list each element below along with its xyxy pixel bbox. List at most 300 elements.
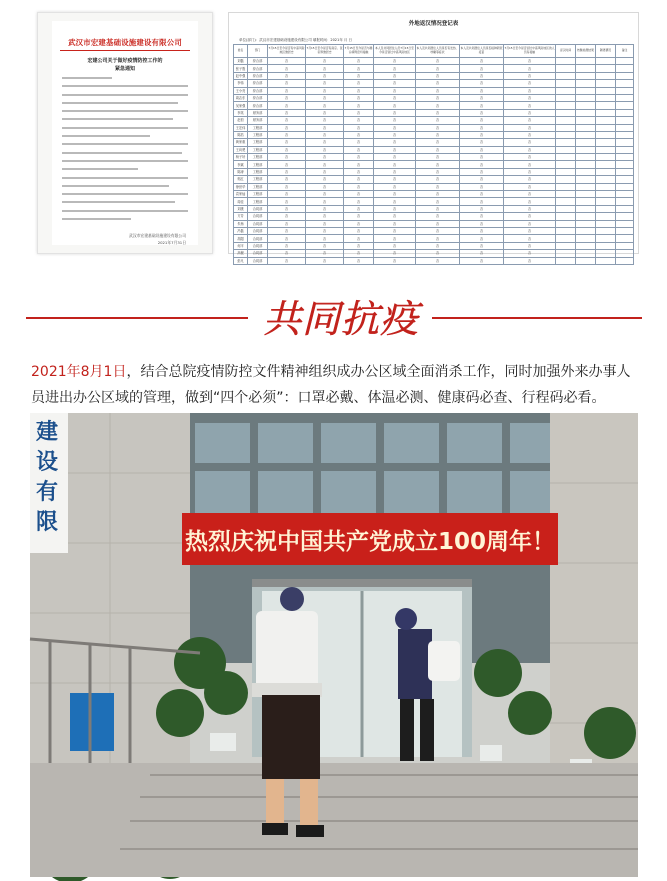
register-cell: 否 — [268, 94, 306, 101]
table-row — [234, 154, 634, 161]
table-row — [234, 117, 634, 124]
register-name-cell: 李伟 — [234, 80, 248, 87]
register-dept-cell: 综合部 — [248, 80, 268, 87]
register-cell: 否 — [504, 250, 556, 257]
register-cell — [616, 94, 634, 101]
register-cell: 否 — [306, 131, 344, 138]
table-row — [234, 146, 634, 153]
register-cell — [556, 146, 576, 153]
register-name-cell: 袁家灿 — [234, 191, 248, 198]
register-cell — [556, 117, 576, 124]
register-cell: 否 — [268, 183, 306, 190]
register-cell — [576, 87, 596, 94]
register-name-cell: 杨子轩 — [234, 154, 248, 161]
register-cell: 否 — [460, 168, 504, 175]
register-dept-cell: 工程部 — [248, 139, 268, 146]
register-name-cell: 周志东 — [234, 94, 248, 101]
register-cell: 否 — [504, 117, 556, 124]
register-cell — [616, 146, 634, 153]
notice-signature-org: 武汉市宏建基础设施建设有限公司 — [129, 233, 186, 238]
register-cell — [616, 124, 634, 131]
register-cell: 否 — [416, 183, 460, 190]
register-cell: 否 — [374, 205, 416, 212]
register-cell: 否 — [374, 213, 416, 220]
register-name-cell: 赵中强 — [234, 72, 248, 79]
table-row — [234, 220, 634, 227]
register-cell: 否 — [306, 198, 344, 205]
register-cell: 否 — [416, 94, 460, 101]
register-cell: 否 — [374, 109, 416, 116]
register-header-cell: 7月15日至今是否有中高风险地区旅居史 — [268, 45, 306, 58]
register-cell — [596, 139, 616, 146]
register-cell: 否 — [416, 235, 460, 242]
register-cell: 否 — [504, 102, 556, 109]
register-cell: 否 — [268, 235, 306, 242]
register-cell — [576, 176, 596, 183]
register-cell: 否 — [504, 65, 556, 72]
register-name-cell: 王小亮 — [234, 87, 248, 94]
register-cell: 否 — [268, 257, 306, 264]
register-cell: 否 — [460, 257, 504, 264]
register-dept-cell: 综合部 — [248, 58, 268, 65]
register-dept-cell: 合同部 — [248, 242, 268, 249]
register-cell: 否 — [306, 235, 344, 242]
register-dept-cell: 综合部 — [248, 102, 268, 109]
register-cell — [616, 102, 634, 109]
register-cell: 否 — [416, 227, 460, 234]
register-cell — [556, 109, 576, 116]
register-cell — [556, 65, 576, 72]
register-cell: 否 — [374, 191, 416, 198]
register-cell: 否 — [306, 102, 344, 109]
register-cell: 否 — [268, 242, 306, 249]
register-cell: 否 — [504, 227, 556, 234]
register-cell: 否 — [306, 220, 344, 227]
register-cell: 否 — [268, 220, 306, 227]
register-name-cell: 徐世华 — [234, 183, 248, 190]
photo-illustration — [30, 413, 638, 877]
register-cell — [576, 198, 596, 205]
register-cell: 否 — [504, 124, 556, 131]
register-cell: 否 — [504, 191, 556, 198]
register-cell — [616, 191, 634, 198]
register-cell: 否 — [460, 213, 504, 220]
register-cell: 否 — [504, 87, 556, 94]
register-cell — [556, 183, 576, 190]
register-header-row — [234, 45, 634, 58]
register-cell — [616, 65, 634, 72]
register-cell: 否 — [344, 109, 374, 116]
register-cell — [616, 198, 634, 205]
register-cell — [616, 168, 634, 175]
register-cell — [596, 250, 616, 257]
register-cell: 否 — [268, 213, 306, 220]
register-cell: 否 — [344, 102, 374, 109]
register-cell: 否 — [460, 183, 504, 190]
register-cell: 否 — [416, 131, 460, 138]
register-cell: 否 — [344, 220, 374, 227]
register-cell — [596, 168, 616, 175]
register-cell — [576, 161, 596, 168]
register-cell: 否 — [460, 117, 504, 124]
register-cell — [596, 213, 616, 220]
register-cell — [616, 87, 634, 94]
register-cell: 否 — [268, 109, 306, 116]
register-cell: 否 — [344, 235, 374, 242]
register-name-cell: 何平 — [234, 242, 248, 249]
register-cell: 否 — [306, 146, 344, 153]
register-name-cell: 陈涛 — [234, 168, 248, 175]
register-header-cell: 本人及共同居住人员是否有发热、咳嗽等症状 — [416, 45, 460, 58]
register-cell: 否 — [306, 191, 344, 198]
register-cell: 否 — [344, 213, 374, 220]
register-cell — [576, 183, 596, 190]
register-cell — [616, 154, 634, 161]
register-cell — [556, 250, 576, 257]
register-cell: 否 — [374, 146, 416, 153]
register-cell: 否 — [344, 257, 374, 264]
register-cell — [596, 117, 616, 124]
table-row — [234, 213, 634, 220]
register-cell — [596, 94, 616, 101]
register-cell: 否 — [374, 117, 416, 124]
register-cell: 否 — [504, 80, 556, 87]
register-cell — [616, 250, 634, 257]
register-name-cell: 高俊 — [234, 250, 248, 257]
register-header-cell: 核酸检测结果 — [576, 45, 596, 58]
register-cell: 否 — [268, 102, 306, 109]
register-header-cell: 备注 — [616, 45, 634, 58]
register-dept-cell: 财务部 — [248, 117, 268, 124]
register-name-cell: 朱杨 — [234, 220, 248, 227]
register-cell — [596, 191, 616, 198]
register-cell: 否 — [460, 131, 504, 138]
register-header-cell: 隔离情况 — [596, 45, 616, 58]
register-cell — [576, 109, 596, 116]
register-cell: 否 — [460, 72, 504, 79]
register-cell: 否 — [460, 154, 504, 161]
register-cell: 否 — [374, 183, 416, 190]
register-cell: 否 — [268, 146, 306, 153]
register-cell — [596, 131, 616, 138]
register-cell: 否 — [416, 58, 460, 65]
register-cell — [616, 183, 634, 190]
register-cell: 否 — [416, 220, 460, 227]
register-name-cell: 王宏伟 — [234, 124, 248, 131]
register-cell: 否 — [416, 109, 460, 116]
register-cell — [616, 139, 634, 146]
register-cell: 否 — [344, 161, 374, 168]
register-cell: 否 — [504, 242, 556, 249]
register-cell — [576, 154, 596, 161]
heading-right-rule — [432, 317, 642, 319]
register-dept-cell: 工程部 — [248, 146, 268, 153]
register-cell: 否 — [460, 102, 504, 109]
register-cell: 否 — [344, 65, 374, 72]
register-cell: 否 — [344, 146, 374, 153]
register-cell — [596, 72, 616, 79]
register-name-cell: 胡超 — [234, 235, 248, 242]
register-cell: 否 — [374, 250, 416, 257]
register-cell: 否 — [460, 227, 504, 234]
register-cell — [616, 176, 634, 183]
notice-organization: 武汉市宏建基础设施建设有限公司 — [68, 38, 182, 47]
register-cell — [556, 72, 576, 79]
register-cell: 否 — [460, 205, 504, 212]
register-cell: 否 — [374, 58, 416, 65]
register-cell: 否 — [374, 80, 416, 87]
register-name-cell: 王向楚 — [234, 146, 248, 153]
register-cell: 否 — [344, 250, 374, 257]
register-name-cell: 吴家强 — [234, 102, 248, 109]
table-row — [234, 80, 634, 87]
table-row — [234, 87, 634, 94]
register-cell: 否 — [268, 205, 306, 212]
register-cell — [616, 117, 634, 124]
register-cell: 否 — [504, 109, 556, 116]
register-cell — [556, 58, 576, 65]
register-name-cell: 陈浩 — [234, 131, 248, 138]
register-document — [228, 12, 639, 263]
register-cell: 否 — [306, 109, 344, 116]
table-row — [234, 124, 634, 131]
register-cell: 否 — [374, 154, 416, 161]
table-row — [234, 161, 634, 168]
calligraphy-heading — [262, 288, 420, 346]
table-row — [234, 94, 634, 101]
register-cell: 否 — [416, 117, 460, 124]
register-name-cell: 刘康 — [234, 205, 248, 212]
register-cell: 否 — [268, 227, 306, 234]
table-row — [234, 139, 634, 146]
register-cell — [556, 191, 576, 198]
register-dept-cell: 工程部 — [248, 191, 268, 198]
register-dept-cell: 综合部 — [248, 72, 268, 79]
register-cell: 否 — [416, 191, 460, 198]
register-cell: 否 — [344, 131, 374, 138]
register-cell: 否 — [344, 183, 374, 190]
register-cell — [596, 146, 616, 153]
table-row — [234, 176, 634, 183]
register-cell: 否 — [306, 168, 344, 175]
banner-text: 热烈庆祝中国共产党成立100周年！ — [184, 529, 556, 555]
table-row — [234, 131, 634, 138]
register-cell: 否 — [306, 213, 344, 220]
register-cell: 否 — [268, 87, 306, 94]
register-title: 外地返汉情况登记表 — [408, 21, 459, 27]
table-row — [234, 242, 634, 249]
register-cell — [576, 102, 596, 109]
register-cell — [616, 205, 634, 212]
register-cell: 否 — [268, 191, 306, 198]
register-cell — [596, 58, 616, 65]
register-cell: 否 — [374, 139, 416, 146]
register-cell — [576, 117, 596, 124]
register-cell — [556, 220, 576, 227]
register-cell: 否 — [344, 72, 374, 79]
register-cell: 否 — [306, 205, 344, 212]
register-cell: 否 — [460, 80, 504, 87]
paragraph-date: 2021年8月1日 — [31, 364, 127, 380]
register-cell: 否 — [344, 176, 374, 183]
register-cell — [576, 227, 596, 234]
register-cell: 否 — [460, 235, 504, 242]
register-cell: 否 — [504, 205, 556, 212]
register-cell: 否 — [416, 198, 460, 205]
register-name-cell: 郭红 — [234, 176, 248, 183]
register-dept-cell: 工程部 — [248, 124, 268, 131]
table-row — [234, 235, 634, 242]
register-header-cell: 7月15日至今是否有南京、张家界旅居史 — [306, 45, 344, 58]
notice-signature — [129, 232, 186, 246]
register-cell — [616, 235, 634, 242]
register-cell — [556, 87, 576, 94]
register-cell: 否 — [268, 250, 306, 257]
register-cell: 否 — [374, 176, 416, 183]
register-cell: 否 — [344, 191, 374, 198]
register-dept-cell: 合同部 — [248, 257, 268, 264]
register-cell — [556, 257, 576, 264]
register-cell — [616, 72, 634, 79]
notice-title-line2: 紧急通知 — [114, 66, 135, 72]
register-cell — [596, 205, 616, 212]
register-cell: 否 — [460, 58, 504, 65]
register-cell — [556, 205, 576, 212]
register-cell: 否 — [344, 94, 374, 101]
register-cell: 否 — [460, 161, 504, 168]
register-name-cell: 刘磊 — [234, 58, 248, 65]
table-row — [234, 191, 634, 198]
table-row — [234, 168, 634, 175]
register-cell — [616, 227, 634, 234]
register-cell: 否 — [268, 72, 306, 79]
register-cell: 否 — [460, 220, 504, 227]
register-cell: 否 — [416, 168, 460, 175]
register-cell: 否 — [504, 139, 556, 146]
notice-page — [52, 21, 198, 245]
register-dept-cell: 工程部 — [248, 168, 268, 175]
register-header-cell: 姓名 — [234, 45, 248, 58]
register-cell — [596, 154, 616, 161]
register-cell: 否 — [344, 117, 374, 124]
register-cell: 否 — [344, 87, 374, 94]
register-cell: 否 — [374, 102, 416, 109]
register-cell: 否 — [416, 161, 460, 168]
register-header-cell: 7月15日至今是否到过中高风险地区的人员有接触 — [504, 45, 556, 58]
register-cell: 否 — [460, 242, 504, 249]
register-cell — [616, 220, 634, 227]
register-cell: 否 — [344, 139, 374, 146]
register-cell: 否 — [460, 250, 504, 257]
register-cell — [596, 65, 616, 72]
register-cell: 否 — [306, 139, 344, 146]
register-cell: 否 — [504, 213, 556, 220]
register-cell — [596, 87, 616, 94]
register-cell: 否 — [374, 72, 416, 79]
register-cell: 否 — [416, 250, 460, 257]
register-cell: 否 — [460, 198, 504, 205]
register-cell: 否 — [268, 80, 306, 87]
register-cell — [616, 109, 634, 116]
heading-left-rule — [26, 317, 248, 319]
register-cell: 否 — [306, 80, 344, 87]
register-cell — [596, 161, 616, 168]
register-cell: 否 — [374, 124, 416, 131]
register-cell — [556, 235, 576, 242]
register-cell: 否 — [306, 242, 344, 249]
register-cell: 否 — [504, 154, 556, 161]
register-dept-cell: 工程部 — [248, 161, 268, 168]
register-cell: 否 — [504, 58, 556, 65]
register-cell — [616, 131, 634, 138]
register-dept-cell: 工程部 — [248, 154, 268, 161]
register-cell: 否 — [416, 242, 460, 249]
register-cell: 否 — [268, 161, 306, 168]
table-row — [234, 102, 634, 109]
register-cell: 否 — [416, 139, 460, 146]
register-cell — [596, 183, 616, 190]
register-cell: 否 — [344, 205, 374, 212]
register-cell: 否 — [374, 131, 416, 138]
register-cell: 否 — [344, 124, 374, 131]
register-cell — [556, 176, 576, 183]
notice-body-text — [62, 77, 188, 226]
register-cell: 否 — [416, 87, 460, 94]
register-cell: 否 — [306, 161, 344, 168]
register-cell: 否 — [374, 227, 416, 234]
register-cell: 否 — [306, 176, 344, 183]
register-name-cell: 彭凡 — [234, 257, 248, 264]
register-cell: 否 — [268, 176, 306, 183]
register-cell: 否 — [374, 168, 416, 175]
register-header-cell: 部门 — [248, 45, 268, 58]
register-cell: 否 — [268, 58, 306, 65]
register-cell: 否 — [504, 176, 556, 183]
register-dept-cell: 合同部 — [248, 227, 268, 234]
register-cell: 否 — [504, 257, 556, 264]
register-cell: 否 — [268, 168, 306, 175]
register-cell: 否 — [344, 58, 374, 65]
register-name-cell: 周佳 — [234, 198, 248, 205]
register-cell: 否 — [504, 220, 556, 227]
register-dept-cell: 工程部 — [248, 198, 268, 205]
register-cell: 否 — [460, 146, 504, 153]
register-cell — [596, 220, 616, 227]
table-row — [234, 109, 634, 116]
register-cell: 否 — [268, 117, 306, 124]
register-cell — [576, 80, 596, 87]
register-dept-cell: 合同部 — [248, 220, 268, 227]
register-dept-cell: 合同部 — [248, 250, 268, 257]
register-cell — [576, 250, 596, 257]
register-cell: 否 — [306, 58, 344, 65]
register-dept-cell: 综合部 — [248, 94, 268, 101]
notice-title — [52, 57, 198, 73]
table-row — [234, 65, 634, 72]
register-cell — [556, 227, 576, 234]
register-dept-cell: 合同部 — [248, 213, 268, 220]
register-cell — [576, 146, 596, 153]
register-cell: 否 — [460, 87, 504, 94]
notice-signature-date: 2021年7月31日 — [157, 240, 186, 245]
register-cell: 否 — [460, 191, 504, 198]
register-cell — [596, 102, 616, 109]
register-name-cell: 冯磊 — [234, 227, 248, 234]
register-cell: 否 — [416, 257, 460, 264]
register-cell: 否 — [374, 94, 416, 101]
register-cell: 否 — [416, 65, 460, 72]
register-cell: 否 — [416, 205, 460, 212]
